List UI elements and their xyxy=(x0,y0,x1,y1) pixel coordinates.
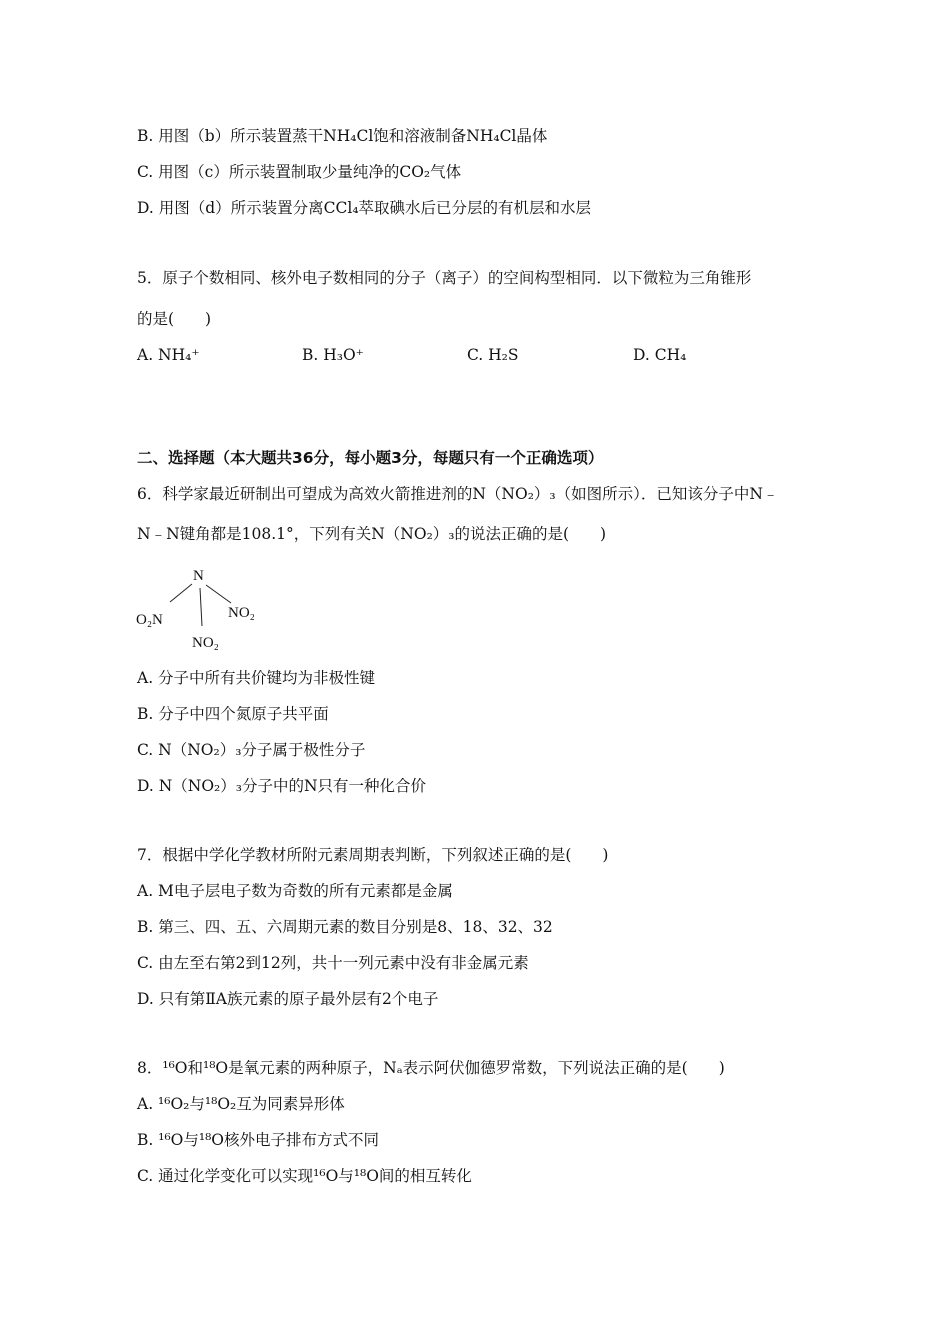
bond-left xyxy=(170,584,192,602)
q6-option-d: D. N（NO₂）₃分子中的N只有一种化合价 xyxy=(137,777,427,795)
q4-option-b: B. 用图（b）所示装置蒸干NH₄Cl饱和溶液制备NH₄Cl晶体 xyxy=(137,127,548,145)
q8-option-c: C. 通过化学变化可以实现¹⁶O与¹⁸O间的相互转化 xyxy=(137,1167,472,1185)
figure-left-o2n: O₂N xyxy=(136,612,163,628)
q6-option-a: A. 分子中所有共价键均为非极性键 xyxy=(137,669,376,687)
q6-molecule-figure xyxy=(132,560,272,655)
q5-stem-line1: 5．原子个数相同、核外电子数相同的分子（离子）的空间构型相同．以下微粒为三角锥形 xyxy=(137,269,752,287)
q5-stem-line2: 的是( ) xyxy=(137,310,212,328)
q6-option-c: C. N（NO₂）₃分子属于极性分子 xyxy=(137,741,366,759)
figure-bottom-no2: NO₂ xyxy=(192,635,219,651)
q8-option-a: A. ¹⁶O₂与¹⁸O₂互为同素异形体 xyxy=(137,1095,345,1113)
q4-option-d: D. 用图（d）所示装置分离CCl₄萃取碘水后已分层的有机层和水层 xyxy=(137,199,592,217)
figure-right-no2: NO₂ xyxy=(228,605,255,621)
q6-stem-line2: N﹣N键角都是108.1°，下列有关N（NO₂）₃的说法正确的是( ) xyxy=(137,525,607,543)
bond-bottom xyxy=(200,588,202,626)
q7-option-b: B. 第三、四、五、六周期元素的数目分别是8、18、32、32 xyxy=(137,918,553,936)
q8-option-b: B. ¹⁶O与¹⁸O核外电子排布方式不同 xyxy=(137,1131,380,1149)
section2-heading: 二、选择题（本大题共36分，每小题3分，每题只有一个正确选项） xyxy=(137,449,604,467)
q7-option-a: A. M电子层电子数为奇数的所有元素都是金属 xyxy=(137,882,453,900)
q5-option-c: C. H₂S xyxy=(467,346,519,364)
q7-stem: 7．根据中学化学教材所附元素周期表判断，下列叙述正确的是( ) xyxy=(137,846,609,864)
q5-option-b: B. H₃O⁺ xyxy=(302,346,364,364)
q5-option-d: D. CH₄ xyxy=(633,346,687,364)
q6-option-b: B. 分子中四个氮原子共平面 xyxy=(137,705,329,723)
bond-right xyxy=(206,585,231,603)
q4-option-c: C. 用图（c）所示装置制取少量纯净的CO₂气体 xyxy=(137,163,462,181)
q5-option-a: A. NH₄⁺ xyxy=(137,346,200,364)
q7-option-c: C. 由左至右第2到12列，共十一列元素中没有非金属元素 xyxy=(137,954,529,972)
q6-stem-line1: 6．科学家最近研制出可望成为高效火箭推进剂的N（NO₂）₃（如图所示）．已知该分子中N﹣ xyxy=(137,485,779,503)
figure-center-n: N xyxy=(193,568,204,584)
q8-stem: 8．¹⁶O和¹⁸O是氧元素的两种原子，Nₐ表示阿伏伽德罗常数，下列说法正确的是( ) xyxy=(137,1059,725,1077)
q7-option-d: D. 只有第ⅡA族元素的原子最外层有2个电子 xyxy=(137,990,439,1008)
